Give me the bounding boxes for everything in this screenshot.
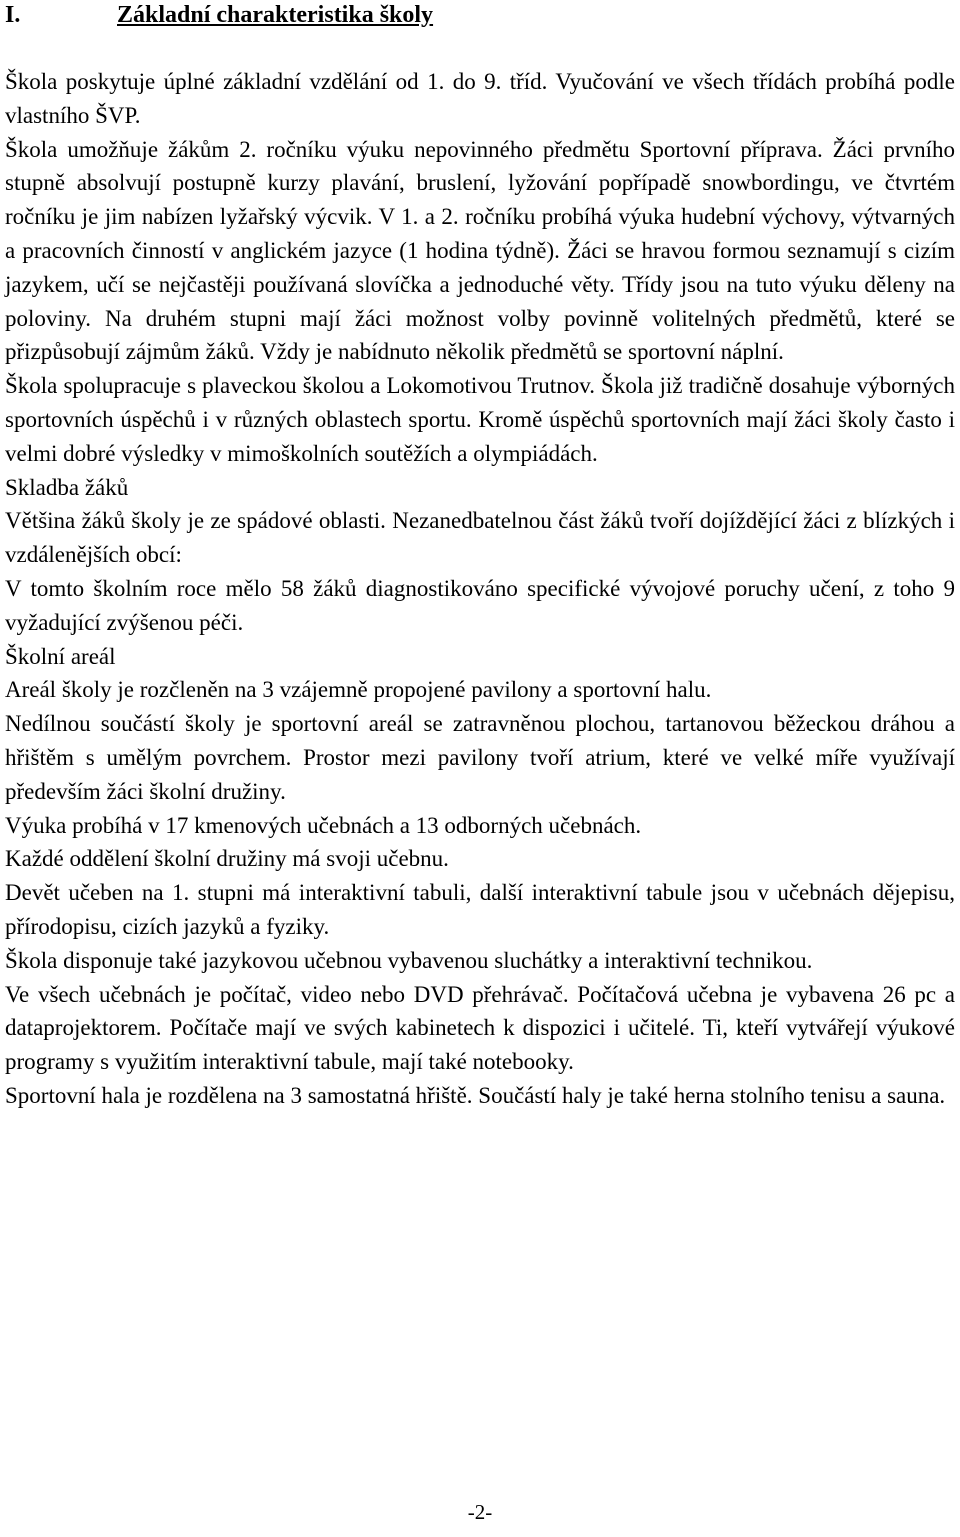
composition-paragraph-1: Většina žáků školy je ze spádové oblasti. Nezanedbatelnou část žáků tvoří dojíždějící žáci z blízkých i vzdálenějších obcí: bbox=[5, 508, 955, 568]
intro-paragraph-2: Škola umožňuje žákům 2. ročníku výuku nepovinného předmětu Sportovní příprava. Žáci prvního stupně absolvují postupně kurzy plavání, bruslení, lyžování popřípadě snowbordingu, ve čtvrtém ročníku je jim nabízen lyžařský výcvik. V 1. a 2. ročníku probíhá výuka hudební výchovy, výtvarných a pracovních činností v anglickém jazyce (1 hodina týdně). Žáci se hravou formou seznamují s cizím jazykem, učí se nejčastěji používaná slovíčka a jednoduché věty. Třídy jsou na tuto výuku děleny na poloviny. Na druhém stupni mají žáci možnost volby povinně volitelných předmětů, které se přizpůsobují zájmům žáků. Vždy je nabídnuto několik předmětů se sportovní náplní. bbox=[5, 136, 955, 365]
section-heading bbox=[5, 0, 955, 30]
intro-paragraph-1: Škola poskytuje úplné základní vzdělání od 1. do 9. tříd. Vyučování ve všech třídách probíhá podle vlastního ŠVP. bbox=[5, 69, 955, 128]
campus-paragraph-7: Ve všech učebnách je počítač, video nebo DVD přehrávač. Počítačová učebna je vybavena 26 pc a dataprojektorem. Počítače mají ve svých kabinetech k dispozici i učitelé. Ti, kteří vytvářejí výukové programy s využitím interaktivní tabule, mají také notebooky. bbox=[5, 981, 955, 1075]
composition-title: Skladba žáků bbox=[5, 474, 129, 500]
campus-paragraph-2: Nedílnou součástí školy je sportovní areál se zatravněnou plochou, tartanovou běžeckou dráhou a hřištěm s umělým povrchem. Prostor mezi pavilony tvoří atrium, které ve velké míře využívají především žáci školní družiny. bbox=[5, 711, 955, 804]
campus-paragraph-5: Devět učeben na 1. stupni má interaktivní tabuli, další interaktivní tabule jsou v učebnách dějepisu, přírodopisu, cizích jazyků a fyziky. bbox=[5, 880, 955, 939]
campus-paragraph-1: Areál školy je rozčleněn na 3 vzájemně propojené pavilony a sportovní halu. bbox=[5, 677, 712, 703]
campus-paragraph-8: Sportovní hala je rozdělena na 3 samostatná hřiště. Součástí haly je také herna stolního tenisu a sauna. bbox=[5, 1082, 946, 1108]
section-title: Základní charakteristika školy bbox=[117, 2, 434, 28]
campus-paragraph-6: Škola disponuje také jazykovou učebnou vybavenou sluchátky a interaktivní technikou. bbox=[5, 947, 813, 973]
campus-paragraph-4: Každé oddělení školní družiny má svoji učebnu. bbox=[5, 846, 449, 872]
campus-title: Školní areál bbox=[5, 643, 116, 669]
composition-paragraph-2: V tomto školním roce mělo 58 žáků diagnostikováno specifické vývojové poruchy učení, z toho 9 vyžadující zvýšenou péči. bbox=[5, 575, 955, 635]
campus-paragraph-3: Výuka probíhá v 17 kmenových učebnách a 13 odborných učebnách. bbox=[5, 812, 642, 838]
page-number: -2- bbox=[467, 1500, 493, 1524]
document-page bbox=[5, 0, 955, 1113]
section-number: I. bbox=[5, 2, 21, 28]
intro-paragraph-3: Škola spolupracuje s plaveckou školou a Lokomotivou Trutnov. Škola již tradičně dosahuje výborných sportovních úspěchů i v různých oblastech sportu. Kromě úspěchů sportovních mají žáci školy často i velmi dobré výsledky v mimoškolních soutěžích a olympiádách. bbox=[5, 373, 955, 466]
